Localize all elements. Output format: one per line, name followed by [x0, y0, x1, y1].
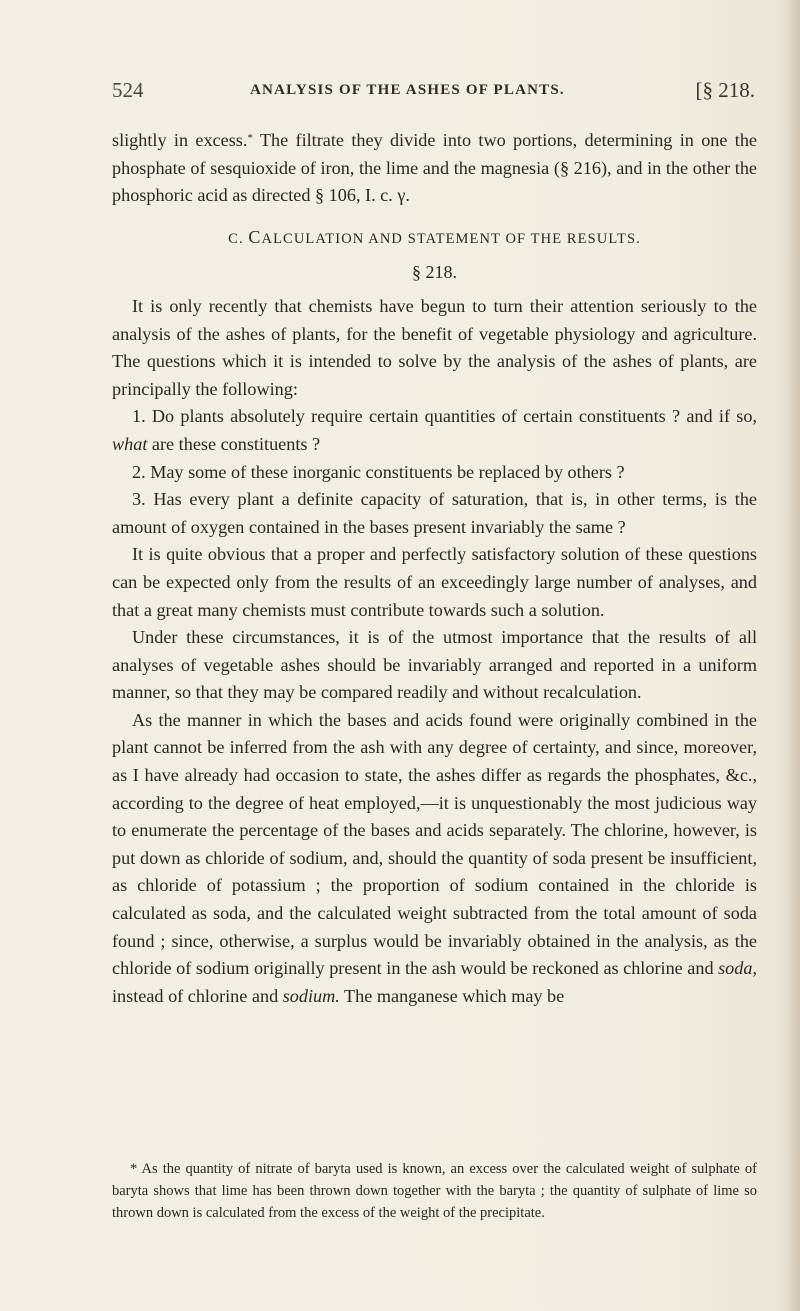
running-title: ANALYSIS OF THE ASHES OF PLANTS.	[250, 82, 565, 98]
paragraph-1: It is only recently that chemists have begun to turn their attention seriously to the analysis of the ashes of plants, for the benefit of vegetable physiology and agriculture. The questions which it is intended to solve by the analysis of the ashes of plants, are principally the following:	[112, 295, 757, 399]
page-edge-shadow	[786, 0, 800, 1311]
section-number: § 218.	[412, 262, 457, 283]
intro-paragraph: slightly in excess.* The filtrate they divide into two portions, determining in one the phosphate of sesquioxide of iron, the lime and the magnesia (§ 216), and in the other the phosphoric acid as directed § 106, I. c. γ.	[112, 130, 758, 206]
section-reference: [§ 218.	[695, 78, 755, 102]
running-header	[112, 78, 755, 112]
section-heading: C. CALCULATION AND STATEMENT OF THE RESULTS.	[228, 226, 641, 247]
page-body	[112, 127, 757, 1010]
footnote	[112, 1158, 757, 1225]
paragraph-2: It is quite obvious that a proper and perfectly satisfactory solution of these questions can be expected only from the results of an exceedingly large number of analyses, and that a great many chemists must contribute towards such a solution.	[112, 544, 757, 620]
question-3: 3. Has every plant a definite capacity of saturation, that is, in other terms, is the amount of oxygen contained in the bases present invariably the same ?	[112, 489, 757, 537]
page-number: 524	[112, 78, 144, 102]
question-2: 2. May some of these inorganic constituents be replaced by others ?	[132, 461, 625, 482]
footnote-mark: *	[130, 1161, 138, 1177]
footnote-marker: *	[247, 132, 253, 144]
question-1: 1. Do plants absolutely require certain quantities of certain constituents ? and if so, what are these constituents ?	[112, 406, 757, 454]
paragraph-4: As the manner in which the bases and acids found were originally combined in the plant cannot be inferred from the ash with any degree of certainty, and since, moreover, as I have already had occasion to state, the ashes differ as regards the phosphates, &c., according to the degree of heat employed,—it is unquestionably the most judicious way to enumerate the percentage of the bases and acids separately. The chlorine, however, is put down as chloride of sodium, and, should the quantity of soda present be insufficient, as chloride of potassium ; the proportion of sodium contained in the chloride is calculated as soda, and the calculated weight subtracted from the total amount of soda found ; since, otherwise, a surplus would be invariably obtained in the analysis, as the chloride of sodium originally present in the ash would be reckoned as chlorine and soda, instead of chlorine and sodium. The manganese which may be	[112, 709, 757, 1006]
heading-letter: C.	[228, 230, 244, 247]
footnote-text: As the quantity of nitrate of baryta used is known, an excess over the calculated weight of sulphate of baryta shows that lime has been thrown down together with the baryta ; the quantity of sulphate of lime so thrown down is calculated from the excess of the weight of the precipitate.	[112, 1161, 757, 1222]
paragraph-3: Under these circumstances, it is of the utmost importance that the results of all analyses of vegetable ashes should be invariably arranged and reported in a uniform manner, so that they may be compared readily and without recalculation.	[112, 627, 757, 703]
